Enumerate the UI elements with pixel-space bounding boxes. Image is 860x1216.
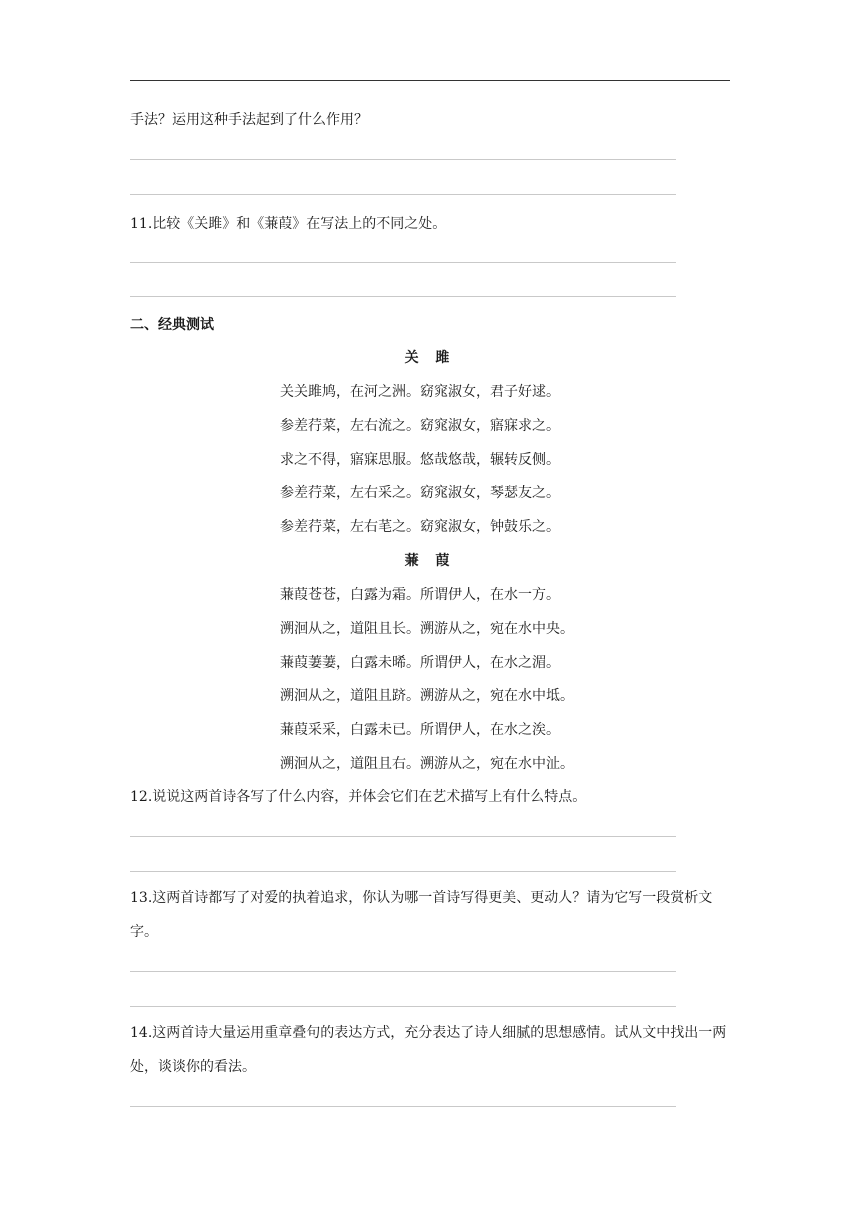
question-12: 12.说说这两首诗各写了什么内容，并体会它们在艺术描写上有什么特点。 (130, 789, 587, 805)
poem-line: 蒹葭苍苍，白露为霜。所谓伊人，在水一方。 (280, 587, 560, 603)
poem-line: 求之不得，寤寐思服。悠哉悠哉，辗转反侧。 (280, 452, 560, 468)
header-rule (130, 80, 730, 81)
poem-line: 溯洄从之，道阻且右。溯游从之，宛在水中沚。 (280, 756, 574, 772)
poem-line: 溯洄从之，道阻且跻。溯游从之，宛在水中坻。 (280, 688, 574, 704)
answer-line (130, 262, 676, 263)
answer-line (130, 194, 676, 195)
poem-line: 参差荇菜，左右采之。窈窕淑女，琴瑟友之。 (280, 485, 560, 501)
poem-line: 参差荇菜，左右芼之。窈窕淑女，钟鼓乐之。 (280, 519, 560, 535)
poem-title-jianjia: 蒹 葭 (404, 553, 456, 569)
answer-line (130, 871, 676, 872)
answer-line (130, 1006, 676, 1007)
poem-line: 蒹葭采采，白露未已。所谓伊人，在水之涘。 (280, 722, 560, 738)
section-heading: 二、经典测试 (130, 317, 214, 333)
answer-line (130, 159, 676, 160)
question-13: 13.这两首诗都写了对爱的执着追求，你认为哪一首诗写得更美、更动人？请为它写一段赏析文字。 (130, 890, 713, 940)
poem-line: 关关雎鸠，在河之洲。窈窕淑女，君子好逑。 (280, 384, 560, 400)
question-14: 14.这两首诗大量运用重章叠句的表达方式，充分表达了诗人细腻的思想感情。试从文中找出一两处，谈谈你的看法。 (130, 1025, 727, 1075)
poem-line: 溯洄从之，道阻且长。溯游从之，宛在水中央。 (280, 621, 574, 637)
poem-title-guanju: 关 雎 (404, 350, 456, 366)
poem-line: 蒹葭萋萋，白露未晞。所谓伊人，在水之湄。 (280, 655, 560, 671)
poem-line: 参差荇菜，左右流之。窈窕淑女，寤寐求之。 (280, 418, 560, 434)
answer-line (130, 836, 676, 837)
question-10-continuation: 手法？运用这种手法起到了什么作用？ (130, 112, 368, 128)
answer-line (130, 971, 676, 972)
question-11: 11.比较《关雎》和《蒹葭》在写法上的不同之处。 (130, 216, 447, 232)
answer-line (130, 1106, 676, 1107)
answer-line (130, 296, 676, 297)
